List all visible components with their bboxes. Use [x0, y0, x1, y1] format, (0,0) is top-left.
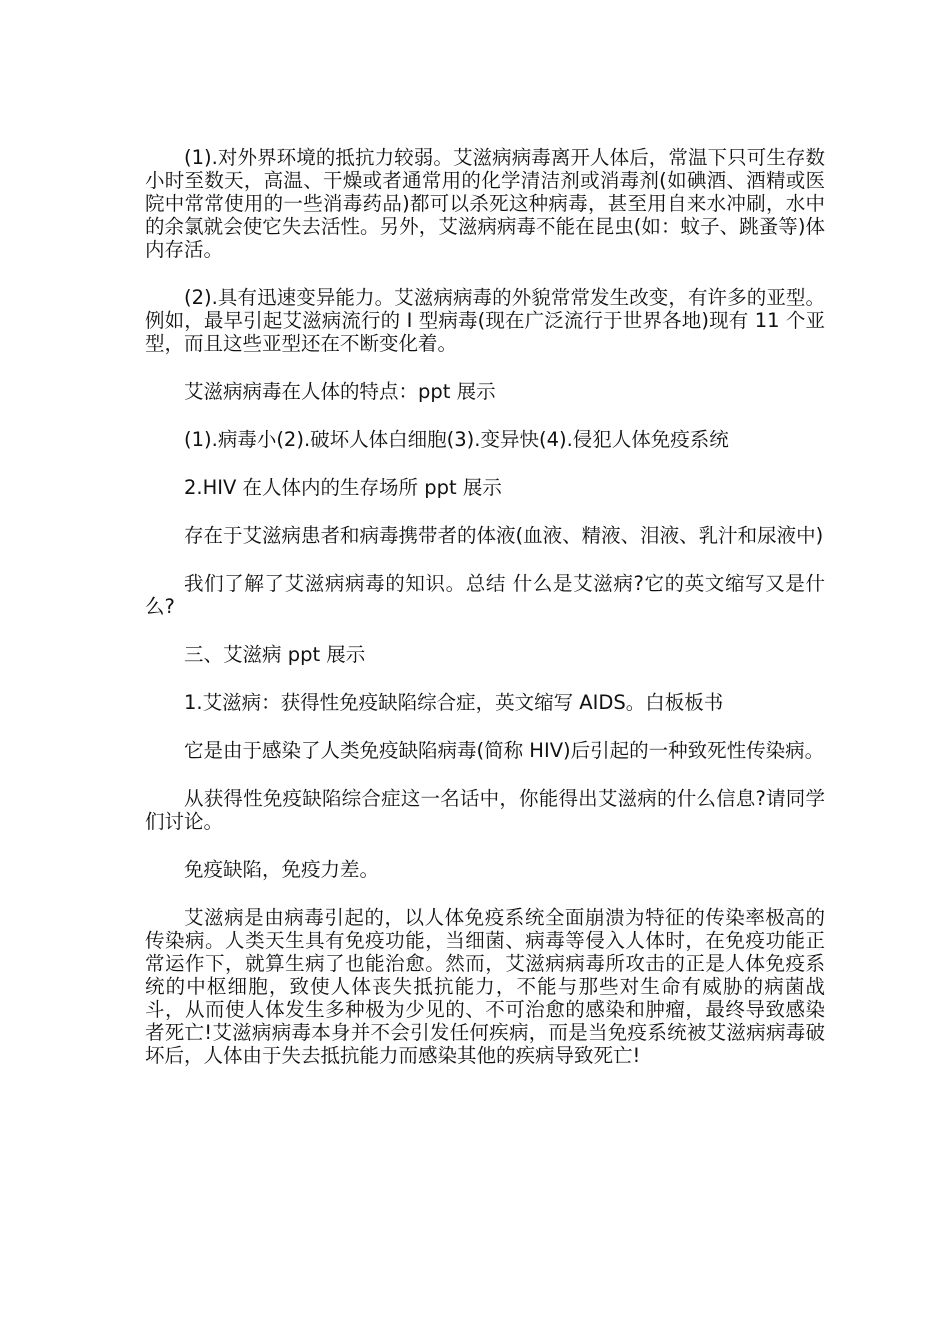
paragraph-aids-explanation: 艾滋病是由病毒引起的，以人体免疫系统全面崩溃为特征的传染率极高的传染病。人类天生具有免疫功能，当细菌、病毒等侵入人体时，在免疫功能正常运作下，就算生病了也能治愈。然而，艾滋病病毒所攻击的正是人体免疫系统的中枢细胞，致使人体丧失抵抗能力，不能与那些对生命有威胁的病菌战斗，从而使人体发生多种极为少见的、不可治愈的感染和肿瘤，最终导致感染者死亡!艾滋病病毒本身并不会引发任何疾病，而是当免疫系统被艾滋病病毒破坏后，人体由于失去抵抗能力而感染其他的疾病导致死亡!	[145, 906, 825, 1067]
paragraph-resistance-weak: (1).对外界环境的抵抗力较弱。艾滋病病毒离开人体后，常温下只可生存数小时至数天，高温、干燥或者通常用的化学清洁剂或消毒剂(如碘酒、酒精或医院中常常使用的一些消毒药品)都可以杀死这种病毒，甚至用自来水冲刷，水中的余氯就会使它失去活性。另外，艾滋病病毒不能在昆虫(如：蚊子、跳蚤等)体内存活。	[145, 146, 825, 261]
paragraph-summary-question: 我们了解了艾滋病病毒的知识。总结 什么是艾滋病?它的英文缩写又是什么?	[145, 572, 825, 618]
paragraph-virus-traits-heading: 艾滋病病毒在人体的特点：ppt 展示	[184, 380, 496, 403]
paragraph-virus-traits-list: (1).病毒小(2).破坏人体白细胞(3).变异快(4).侵犯人体免疫系统	[184, 428, 729, 451]
paragraph-discussion-prompt: 从获得性免疫缺陷综合症这一名话中，你能得出艾滋病的什么信息?请同学们讨论。	[145, 787, 825, 833]
paragraph-immune-deficiency: 免疫缺陷，免疫力差。	[184, 858, 380, 881]
paragraph-rapid-mutation: (2).具有迅速变异能力。艾滋病病毒的外貌常常发生改变，有许多的亚型。例如，最早引起艾滋病流行的 I 型病毒(现在广泛流行于世界各地)现有 11 个亚型，而且这些亚型还在不断变化着。	[145, 286, 825, 355]
paragraph-aids-definition: 1.艾滋病：获得性免疫缺陷综合症，英文缩写 AIDS。白板板书	[184, 691, 724, 714]
document-body	[145, 146, 825, 1092]
paragraph-aids-cause: 它是由于感染了人类免疫缺陷病毒(简称 HIV)后引起的一种致死性传染病。	[184, 739, 825, 762]
paragraph-body-fluids: 存在于艾滋病患者和病毒携带者的体液(血液、精液、泪液、乳汁和尿液中)	[184, 524, 824, 547]
paragraph-hiv-location-heading: 2.HIV 在人体内的生存场所 ppt 展示	[184, 476, 502, 499]
section-heading-aids: 三、艾滋病 ppt 展示	[184, 643, 366, 666]
